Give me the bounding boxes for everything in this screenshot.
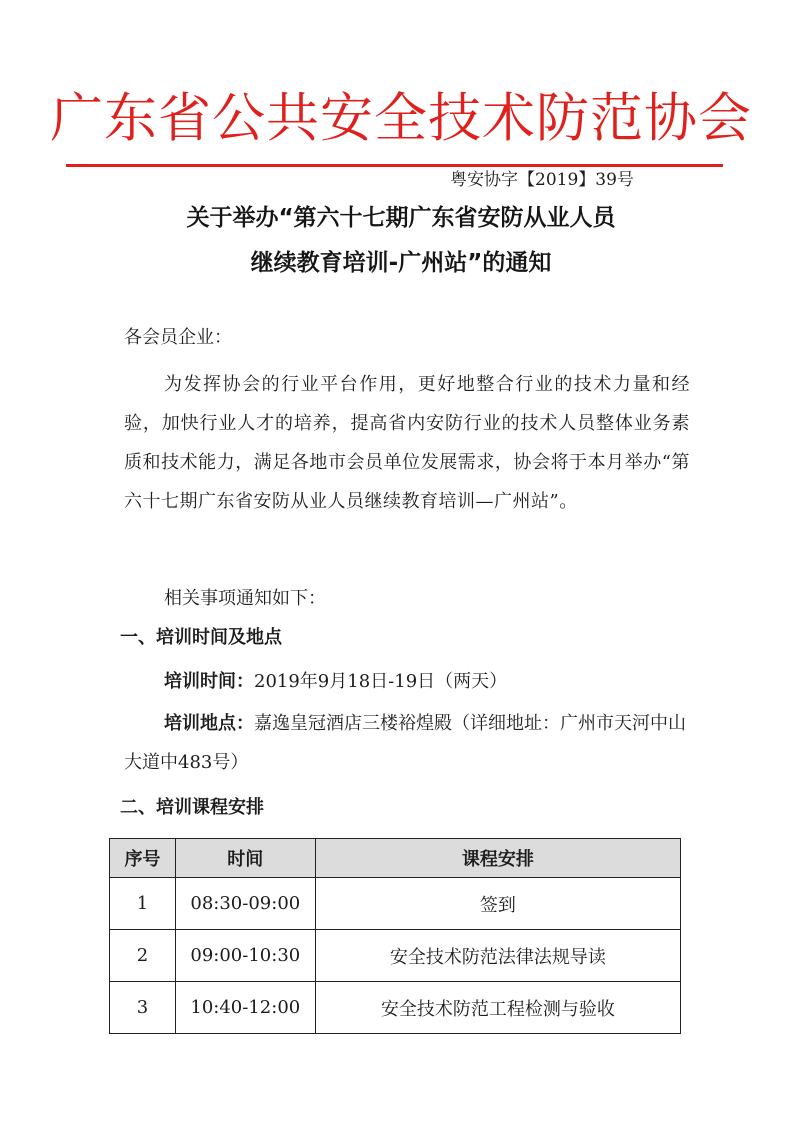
row-course: 签到 xyxy=(315,878,680,930)
training-place xyxy=(124,704,690,782)
row-time: 08:30-09:00 xyxy=(175,878,315,930)
training-place-value: 嘉逸皇冠酒店三楼裕煌殿（详细地址：广州市天河中山大道中483号） xyxy=(124,713,686,773)
row-index: 3 xyxy=(110,982,176,1034)
training-time-value: 2019年9月18日-19日（两天） xyxy=(254,671,508,692)
letterhead-org-name: 广东省公共安全技术防范协会 xyxy=(50,88,752,149)
training-time-label: 培训时间： xyxy=(164,671,254,692)
training-time xyxy=(124,662,690,701)
column-header-index: 序号 xyxy=(110,839,176,878)
table-row xyxy=(110,930,681,982)
section-heading-course-schedule: 二、培训课程安排 xyxy=(120,797,264,818)
row-index: 2 xyxy=(110,930,176,982)
document-title-line-1: 关于举办“第六十七期广东省安防从业人员 xyxy=(186,205,616,231)
document-title-line-2: 继续教育培训-广州站”的通知 xyxy=(250,250,552,276)
table-row xyxy=(110,982,681,1034)
table-row xyxy=(110,878,681,930)
row-course: 安全技术防范法律法规导读 xyxy=(315,930,680,982)
row-course: 安全技术防范工程检测与验收 xyxy=(315,982,680,1034)
row-time: 10:40-12:00 xyxy=(175,982,315,1034)
training-place-label: 培训地点： xyxy=(164,713,254,734)
section-heading-time-place: 一、培训时间及地点 xyxy=(120,627,282,648)
column-header-time: 时间 xyxy=(175,839,315,878)
letterhead-red-rule xyxy=(66,164,723,167)
salutation: 各会员企业： xyxy=(124,327,232,348)
table-header-row xyxy=(110,839,681,878)
notice-intro: 相关事项通知如下： xyxy=(164,588,326,609)
course-schedule-table xyxy=(109,838,681,1034)
row-index: 1 xyxy=(110,878,176,930)
document-title xyxy=(96,196,706,286)
row-time: 09:00-10:30 xyxy=(175,930,315,982)
document-number: 粤安协字【2019】39号 xyxy=(450,170,634,190)
body-paragraph: 为发挥协会的行业平台作用，更好地整合行业的技术力量和经验，加快行业人才的培养，提高省内安防行业的技术人员整体业务素质和技术能力，满足各地市会员单位发展需求，协会将于本月举办“第六十七期广东省安防从业人员继续教育培训—广州站”。 xyxy=(124,374,690,512)
column-header-course: 课程安排 xyxy=(315,839,680,878)
